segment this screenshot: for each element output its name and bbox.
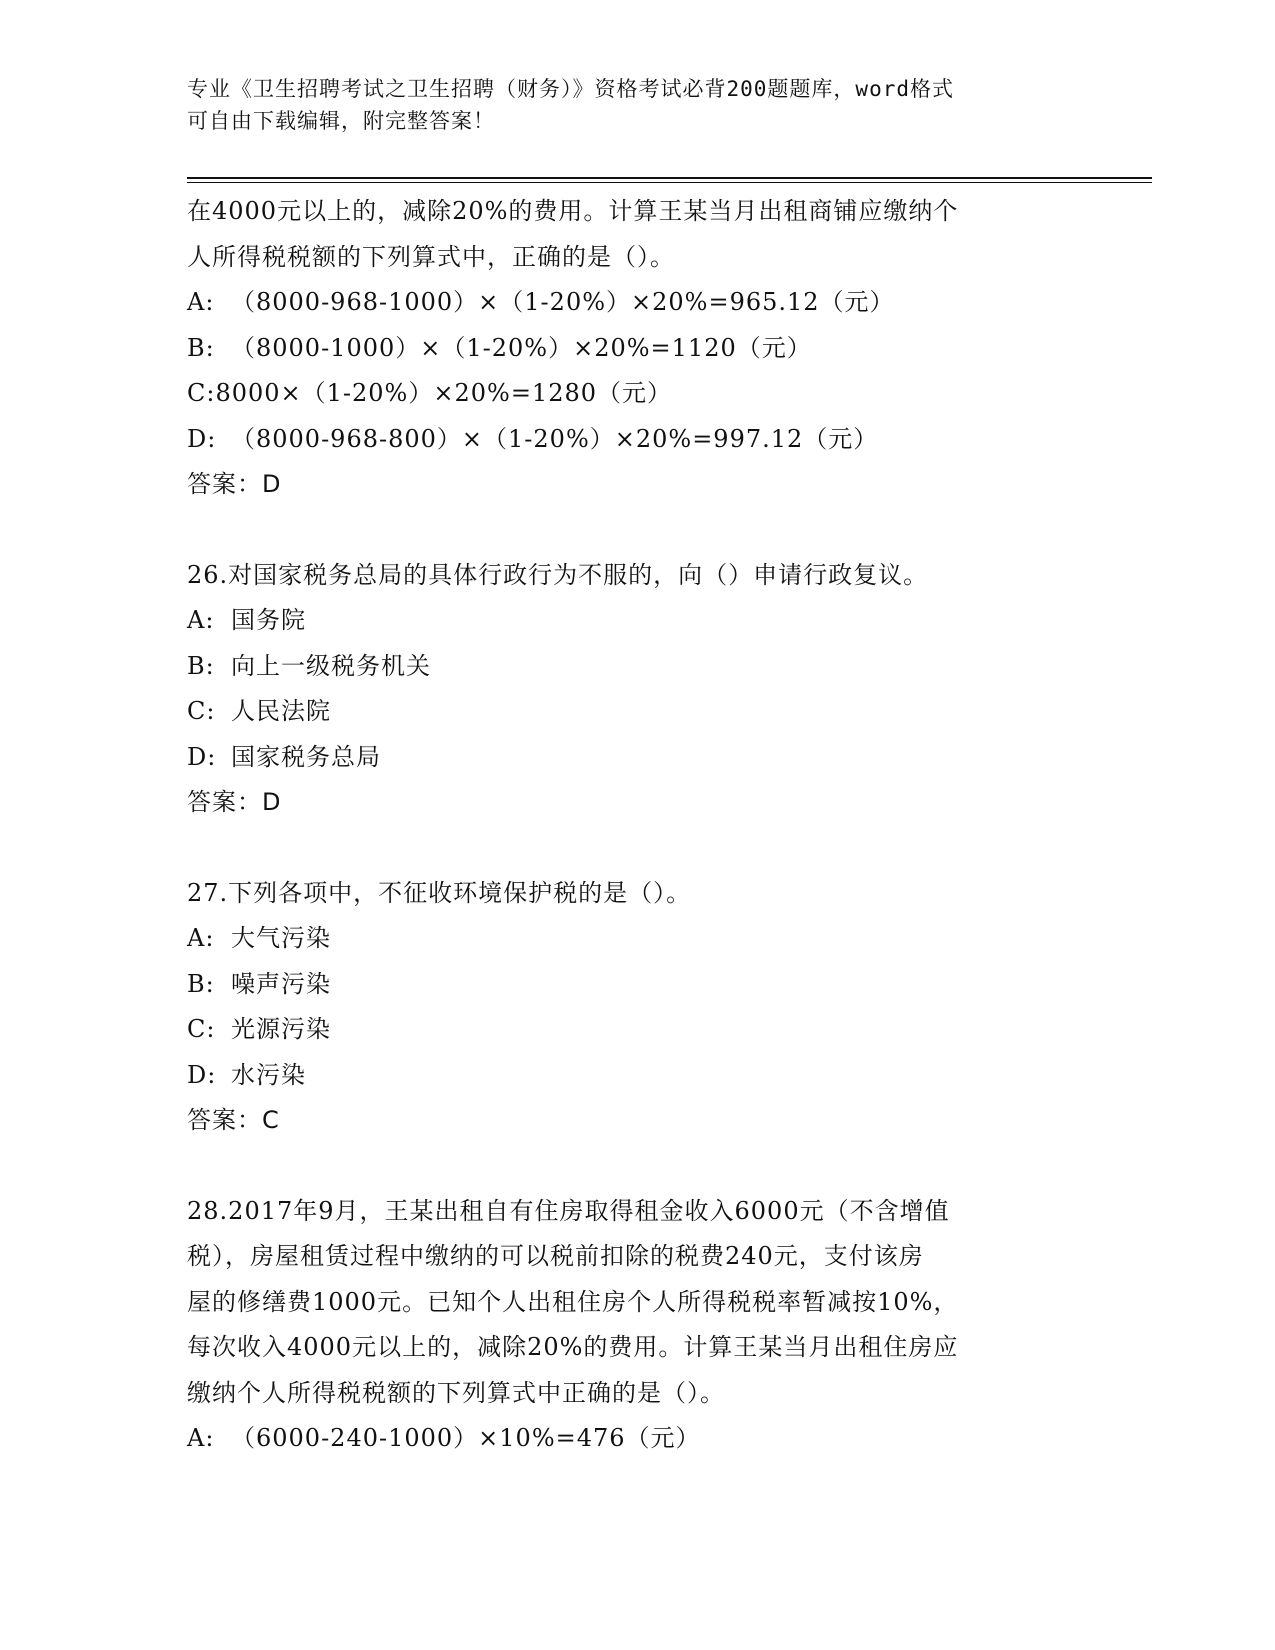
- option-text: 噪声污染: [231, 969, 331, 998]
- answer-label: 答案：D: [187, 788, 282, 816]
- option-text: 国家税务总局: [231, 742, 381, 771]
- header-title-line-1: 专业《卫生招聘考试之卫生招聘（财务）》资格考试必背200题题库，word格式: [187, 77, 954, 101]
- question-text: 26.对国家税务总局的具体行政行为不服的，向（）申请行政复议。: [187, 560, 929, 589]
- option-c: [187, 689, 1067, 735]
- option-letter: D:: [187, 742, 217, 771]
- spacer: [187, 1144, 1067, 1189]
- question-text-line: 屋的修缮费1000元。已知个人出租住房个人所得税税率暂减按10%，: [187, 1287, 959, 1316]
- option-text: （8000-968-800）×（1-20%）×20%=997.12（元）: [231, 424, 879, 453]
- option-letter: D:: [187, 424, 217, 453]
- option-text: 向上一级税务机关: [231, 651, 431, 680]
- option-letter: C:: [187, 1015, 216, 1043]
- option-b: [187, 644, 1067, 690]
- option-a: [187, 916, 1067, 962]
- question-26: [187, 553, 1067, 826]
- document-header: [187, 73, 1067, 137]
- spacer: [187, 826, 1067, 871]
- question-text-line: 28.2017年9月，王某出租自有住房取得租金收入6000元（不含增值: [187, 1196, 950, 1225]
- question-text-line: 人所得税税额的下列算式中，正确的是（）。: [187, 242, 675, 271]
- question-text-line: 每次收入4000元以上的，减除20%的费用。计算王某当月出租住房应: [187, 1333, 959, 1361]
- question-text-line: 税），房屋租赁过程中缴纳的可以税前扣除的税费240元，支付该房: [187, 1242, 924, 1270]
- option-letter: A:: [187, 1424, 215, 1452]
- option-letter: B:: [187, 333, 215, 362]
- option-d: [187, 735, 1067, 781]
- option-letter: C:: [187, 379, 216, 407]
- header-divider-thick: [187, 177, 1152, 179]
- option-letter: D:: [187, 1060, 217, 1089]
- option-a: [187, 280, 1067, 326]
- header-title-line-2: 可自由下载编辑，附完整答案！: [187, 109, 495, 133]
- option-letter: A:: [187, 924, 215, 952]
- option-b: [187, 962, 1067, 1008]
- question-28: [187, 1189, 1067, 1462]
- option-letter: B:: [187, 969, 215, 998]
- option-text: 人民法院: [231, 697, 331, 725]
- question-25: [187, 189, 1067, 508]
- option-text: 国务院: [231, 606, 306, 634]
- answer-label: 答案：D: [187, 470, 282, 498]
- question-text-line: 在4000元以上的，减除20%的费用。计算王某当月出租商铺应缴纳个: [187, 197, 959, 225]
- header-divider-thin: [187, 182, 1152, 183]
- option-b: [187, 326, 1067, 372]
- option-c: [187, 371, 1067, 417]
- option-a: [187, 598, 1067, 644]
- option-text: （8000-1000）×（1-20%）×20%=1120（元）: [231, 333, 812, 362]
- option-letter: A:: [187, 288, 215, 316]
- option-d: [187, 417, 1067, 463]
- option-text: 大气污染: [231, 924, 331, 952]
- question-text: 27.下列各项中，不征收环境保护税的是（）。: [187, 878, 692, 907]
- option-text: 水污染: [231, 1060, 306, 1089]
- answer-label: 答案：C: [187, 1106, 280, 1134]
- option-letter: A:: [187, 606, 215, 634]
- question-text-line: 缴纳个人所得税税额的下列算式中正确的是（）。: [187, 1378, 725, 1407]
- option-a: [187, 1416, 1067, 1462]
- option-letter: C:: [187, 697, 216, 725]
- option-c: [187, 1007, 1067, 1053]
- option-text: 光源污染: [231, 1015, 331, 1043]
- option-text: 8000×（1-20%）×20%=1280（元）: [215, 379, 673, 407]
- option-text: （6000-240-1000）×10%=476（元）: [231, 1424, 701, 1452]
- option-letter: B:: [187, 651, 215, 680]
- question-27: [187, 871, 1067, 1144]
- spacer: [187, 508, 1067, 553]
- option-d: [187, 1053, 1067, 1099]
- document-body: [187, 189, 1067, 1462]
- option-text: （8000-968-1000）×（1-20%）×20%=965.12（元）: [231, 288, 895, 316]
